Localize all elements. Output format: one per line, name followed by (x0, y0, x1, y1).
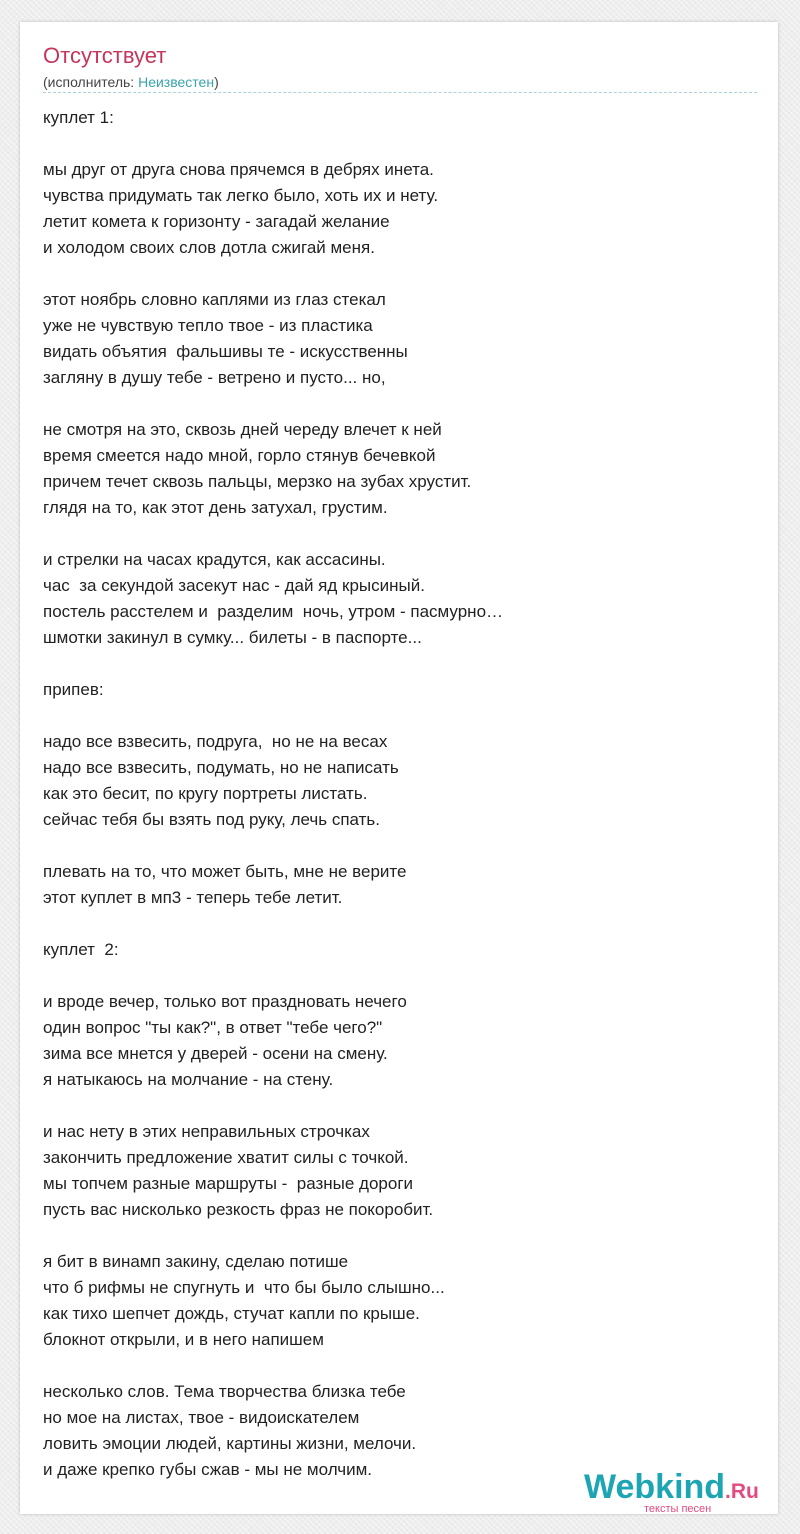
lyric-line: что б рифмы не спугнуть и что бы было слышно... (43, 1278, 445, 1297)
lyric-line: и даже крепко губы сжав - мы не молчим. (43, 1460, 373, 1479)
lyric-blank-line (43, 651, 743, 677)
lyric-line: чувства придумать так легко было, хоть их и нету. (43, 186, 439, 205)
lyric-line: и холодом своих слов дотла сжигай меня. (43, 238, 375, 257)
lyric-line: время смеется надо мной, горло стянув бечевкой (43, 446, 436, 465)
logo-domain-suffix: .Ru (725, 1480, 759, 1503)
lyric-line: постель расстелем и разделим ночь, утром - пасмурно… (43, 602, 504, 621)
lyric-line: мы друг от друга снова прячемся в дебрях инета. (43, 160, 434, 179)
lyric-line: я натыкаюсь на молчание - на стену. (43, 1070, 334, 1089)
lyric-line: час за секундой засекут нас - дай яд крысиный. (43, 576, 425, 595)
lyric-line: уже не чувствую тепло твое - из пластика (43, 316, 373, 335)
logo-tagline: тексты песен (644, 1503, 712, 1515)
lyric-line: надо все взвесить, подруга, но не на весах (43, 732, 388, 751)
lyric-line: причем течет сквозь пальцы, мерзко на зубах хрустит. (43, 472, 472, 491)
lyric-line: но мое на листах, твое - видоискателем (43, 1408, 360, 1427)
lyric-line: зима все мнется у дверей - осени на смену. (43, 1044, 388, 1063)
lyric-line: я бит в винамп закину, сделаю потише (43, 1252, 349, 1271)
lyric-line: один вопрос "ты как?", в ответ "тебе чего?" (43, 1018, 383, 1037)
lyric-line: этот куплет в мп3 - теперь тебе летит. (43, 888, 343, 907)
lyric-line: шмотки закинул в сумку... билеты - в паспорте... (43, 628, 422, 647)
lyric-line: плевать на то, что может быть, мне не верите (43, 862, 407, 881)
lyric-line: и вроде вечер, только вот праздновать нечего (43, 992, 407, 1011)
lyric-line: видать объятия фальшивы те - искусственны (43, 342, 408, 361)
lyric-line: куплет 1: (43, 108, 114, 127)
lyric-blank-line (43, 1353, 743, 1379)
lyric-blank-line (43, 391, 743, 417)
artist-link[interactable]: Неизвестен (138, 74, 215, 90)
lyric-line: загляну в душу тебе - ветрено и пусто... но, (43, 368, 386, 387)
lyric-line: куплет 2: (43, 940, 119, 959)
lyric-blank-line (43, 131, 743, 157)
lyric-blank-line (43, 833, 743, 859)
lyric-blank-line (43, 1223, 743, 1249)
lyric-line: несколько слов. Тема творчества близка тебе (43, 1382, 406, 1401)
lyric-line: как тихо шепчет дождь, стучат капли по крыше. (43, 1304, 420, 1323)
lyric-line: закончить предложение хватит силы с точкой. (43, 1148, 409, 1167)
lyric-line: надо все взвесить, подумать, но не написать (43, 758, 399, 777)
lyric-blank-line (43, 261, 743, 287)
site-logo[interactable] (584, 1468, 784, 1514)
artist-line (43, 73, 219, 91)
artist-prefix: (исполнитель: (43, 74, 139, 90)
lyric-blank-line (43, 703, 743, 729)
artist-suffix: ) (214, 74, 219, 90)
lyric-line: летит комета к горизонту - загадай желание (43, 212, 390, 231)
lyric-line: мы топчем разные маршруты - разные дороги (43, 1174, 414, 1193)
lyric-line: не смотря на это, сквозь дней череду влечет к ней (43, 420, 442, 439)
lyric-blank-line (43, 1093, 743, 1119)
lyric-blank-line (43, 963, 743, 989)
lyrics-text (43, 105, 743, 1483)
lyric-line: и нас нету в этих неправильных строчках (43, 1122, 370, 1141)
lyric-line: припев: (43, 680, 104, 699)
song-title: Отсутствует (43, 43, 167, 68)
lyric-blank-line (43, 521, 743, 547)
lyric-line: блокнот открыли, и в него напишем (43, 1330, 324, 1349)
logo-main-text: Webkind (584, 1468, 726, 1506)
lyric-line: и стрелки на часах крадутся, как ассасины. (43, 550, 386, 569)
lyric-line: глядя на то, как этот день затухал, грустим. (43, 498, 388, 517)
lyric-line: ловить эмоции людей, картины жизни, мелочи. (43, 1434, 417, 1453)
lyric-blank-line (43, 911, 743, 937)
lyric-line: пусть вас нисколько резкость фраз не покоробит. (43, 1200, 434, 1219)
lyric-line: этот ноябрь словно каплями из глаз стекал (43, 290, 386, 309)
title-divider (43, 92, 757, 93)
lyric-line: как это бесит, по кругу портреты листать. (43, 784, 368, 803)
lyric-line: сейчас тебя бы взять под руку, лечь спать. (43, 810, 380, 829)
